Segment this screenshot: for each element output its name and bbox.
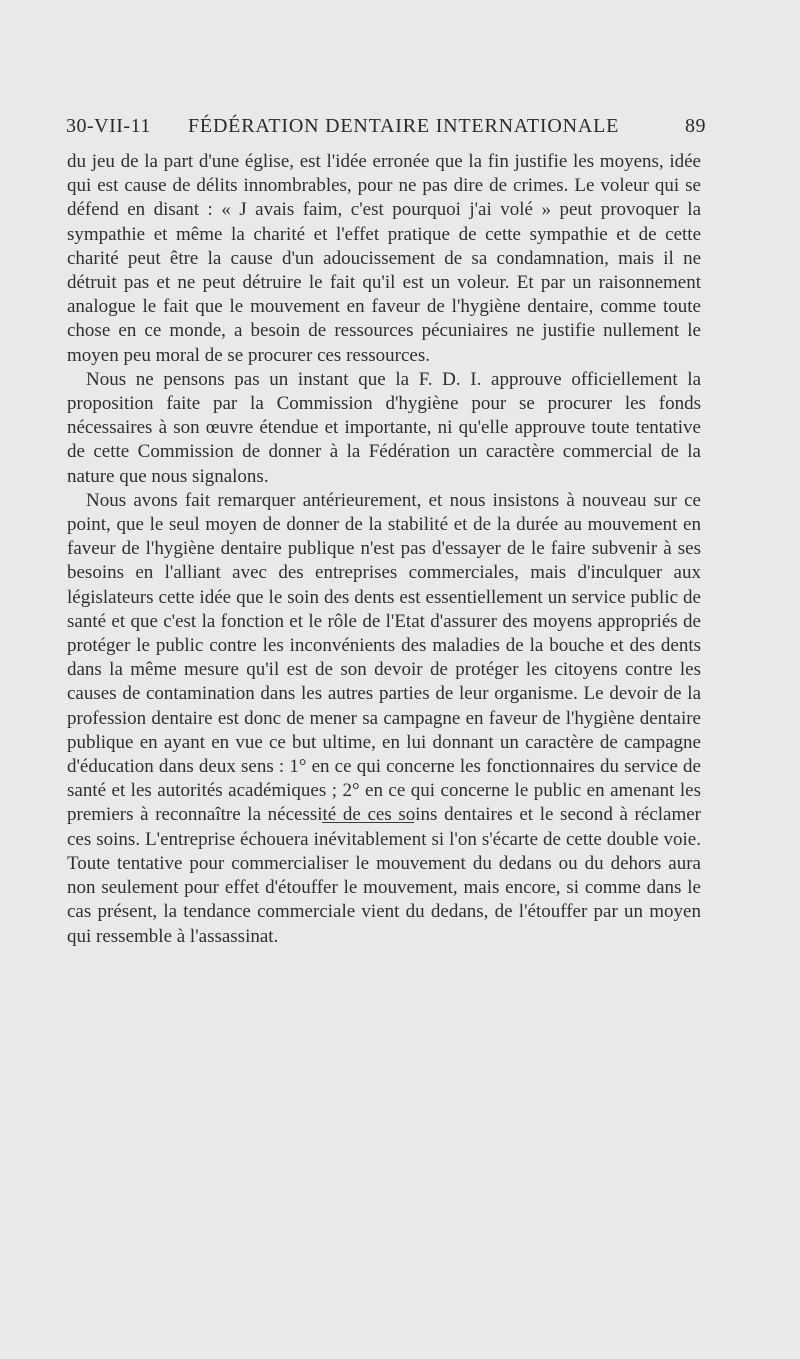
page-number: 89 bbox=[685, 115, 706, 137]
running-header bbox=[66, 115, 706, 145]
paragraph-1: du jeu de la part d'une église, est l'idée erronée que la fin justifie les moyens, idée qui est cause de délits innombrables, pour ne pas dire de crimes. Le voleur qui se défend en disant : « J avais faim, c'est pourquoi j'ai volé » peut provoquer la sympathie et même la charité et l'effet pratique de cette sympathie et de cette charité peut être la cause d'un adoucissement de sa condamnation, mais il ne détruit pas et ne peut détruire le fait qu'il est un voleur. Et par un raisonnement analogue le fait que le mouvement en faveur de l'hygiène dentaire, comme toute chose en ce monde, a besoin de ressources pécuniaires ne justifie nullement le moyen peu moral de se procurer ces ressources. bbox=[67, 151, 701, 366]
body-text bbox=[67, 150, 701, 949]
end-rule-divider bbox=[322, 822, 414, 823]
paragraph-3: Nous avons fait remarquer antérieurement, et nous insistons à nouveau sur ce point, que le seul moyen de donner de la stabilité et de la durée au mouvement en faveur de l'hygiène dentaire publique n'est pas d'essayer de le faire subvenir à ses besoins en l'alliant avec des entreprises commerciales, mais d'inculquer aux législateurs cette idée que le soin des dents est essentiellement un service public de santé et que c'est la fonction et le rôle de l'Etat d'assurer des moyens appropriés de protéger le public contre les inconvénients des maladies de la bouche et des dents dans la même mesure qu'il est de son devoir de protéger les citoyens contre les causes de contamination dans les autres parties de leur organisme. Le devoir de la profession dentaire est donc de mener sa campagne en faveur de l'hygiène dentaire publique en ayant en vue ce but ultime, en lui donnant un caractère de campagne d'éducation dans deux sens : 1° en ce qui concerne les fonctionnaires du service de santé et les autorités académiques ; 2° en ce qui concerne le public en amenant les premiers à reconnaître la nécessité de ces soins dentaires et le second à réclamer ces soins. L'entreprise échouera inévitablement si l'on s'écarte de cette double voie. Toute tentative pour commercialiser le mouvement du dedans ou du dehors aura non seulement pour effet d'étouffer le mouvement, mais encore, si comme dans le cas présent, la tendance commerciale vient du dedans, de l'étouffer par un moyen qui ressemble à l'assassinat. bbox=[67, 489, 701, 947]
header-title: FÉDÉRATION DENTAIRE INTERNATIONALE bbox=[188, 115, 620, 137]
paragraph-2: Nous ne pensons pas un instant que la F. D. I. approuve officiellement la proposition faite par la Commission d'hygiène pour se procurer les fonds nécessaires à son œuvre étendue et importante, ni qu'elle approuve toute tentative de cette Commission de donner à la Fédération un caractère commercial de la nature que nous signalons. bbox=[67, 368, 701, 487]
header-date: 30-VII-11 bbox=[66, 115, 151, 137]
